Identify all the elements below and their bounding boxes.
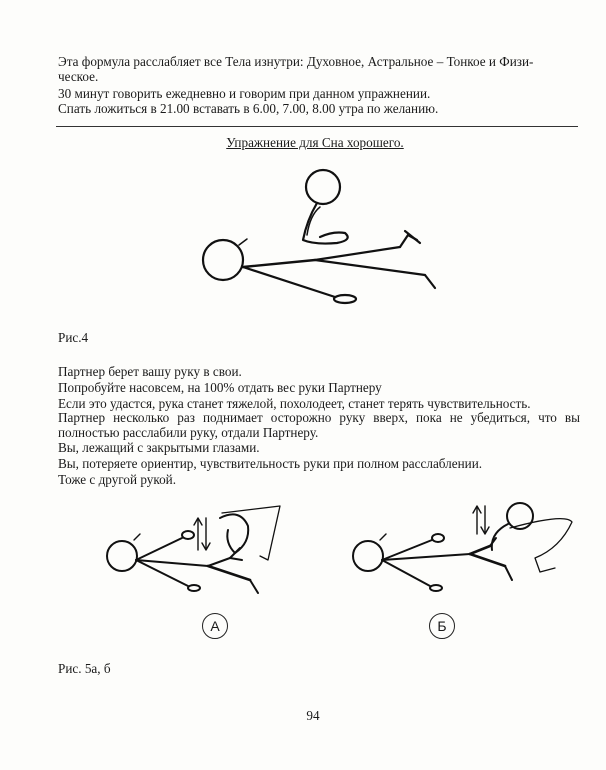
instruction-line-1: Партнер берет вашу руку в свои. [58, 364, 242, 379]
instruction-line-7: Тоже с другой рукой. [58, 472, 177, 487]
horizontal-divider [56, 126, 578, 127]
section-title: Упражнение для Сна хорошего. [226, 135, 404, 150]
figure-5a-illustration [100, 498, 290, 603]
figure-5-caption: Рис. 5а, б [58, 661, 111, 676]
instruction-line-3: Если это удастся, рука станет тяжелой, похолодеет, станет терять чувствительность. [58, 396, 531, 411]
figure-5a-label: А [202, 613, 228, 639]
figure-5b-label: Б [429, 613, 455, 639]
intro-line-1: Эта формула расслабляет все Тела изнутри: Духовное, Астральное – Тонкое и Физи- [58, 54, 534, 69]
instruction-line-4: Партнер несколько раз поднимает осторожно руку вверх, пока не убедиться, что вы полностью расслабили руку, отдали Партнеру. [58, 410, 580, 440]
intro-line-2: ческое. [58, 69, 99, 84]
intro-line-3: 30 минут говорить ежедневно и говорим при данном упражнении. [58, 86, 431, 101]
instruction-line-2: Попробуйте насовсем, на 100% отдать вес руки Партнеру [58, 380, 382, 395]
figure-4-illustration [195, 165, 445, 310]
partner-head [306, 170, 340, 204]
figure-5b-illustration [340, 498, 580, 603]
intro-line-4: Спать ложиться в 21.00 вставать в 6.00, 7.00, 8.00 утра по желанию. [58, 101, 439, 116]
instruction-line-5: Вы, лежащий с закрытыми глазами. [58, 440, 260, 455]
instruction-line-6: Вы, потеряете ориентир, чувствительность руки при полном расслаблении. [58, 456, 483, 471]
lying-head [203, 240, 243, 280]
figure-4-caption: Рис.4 [58, 330, 89, 345]
page-number: 94 [306, 708, 320, 723]
